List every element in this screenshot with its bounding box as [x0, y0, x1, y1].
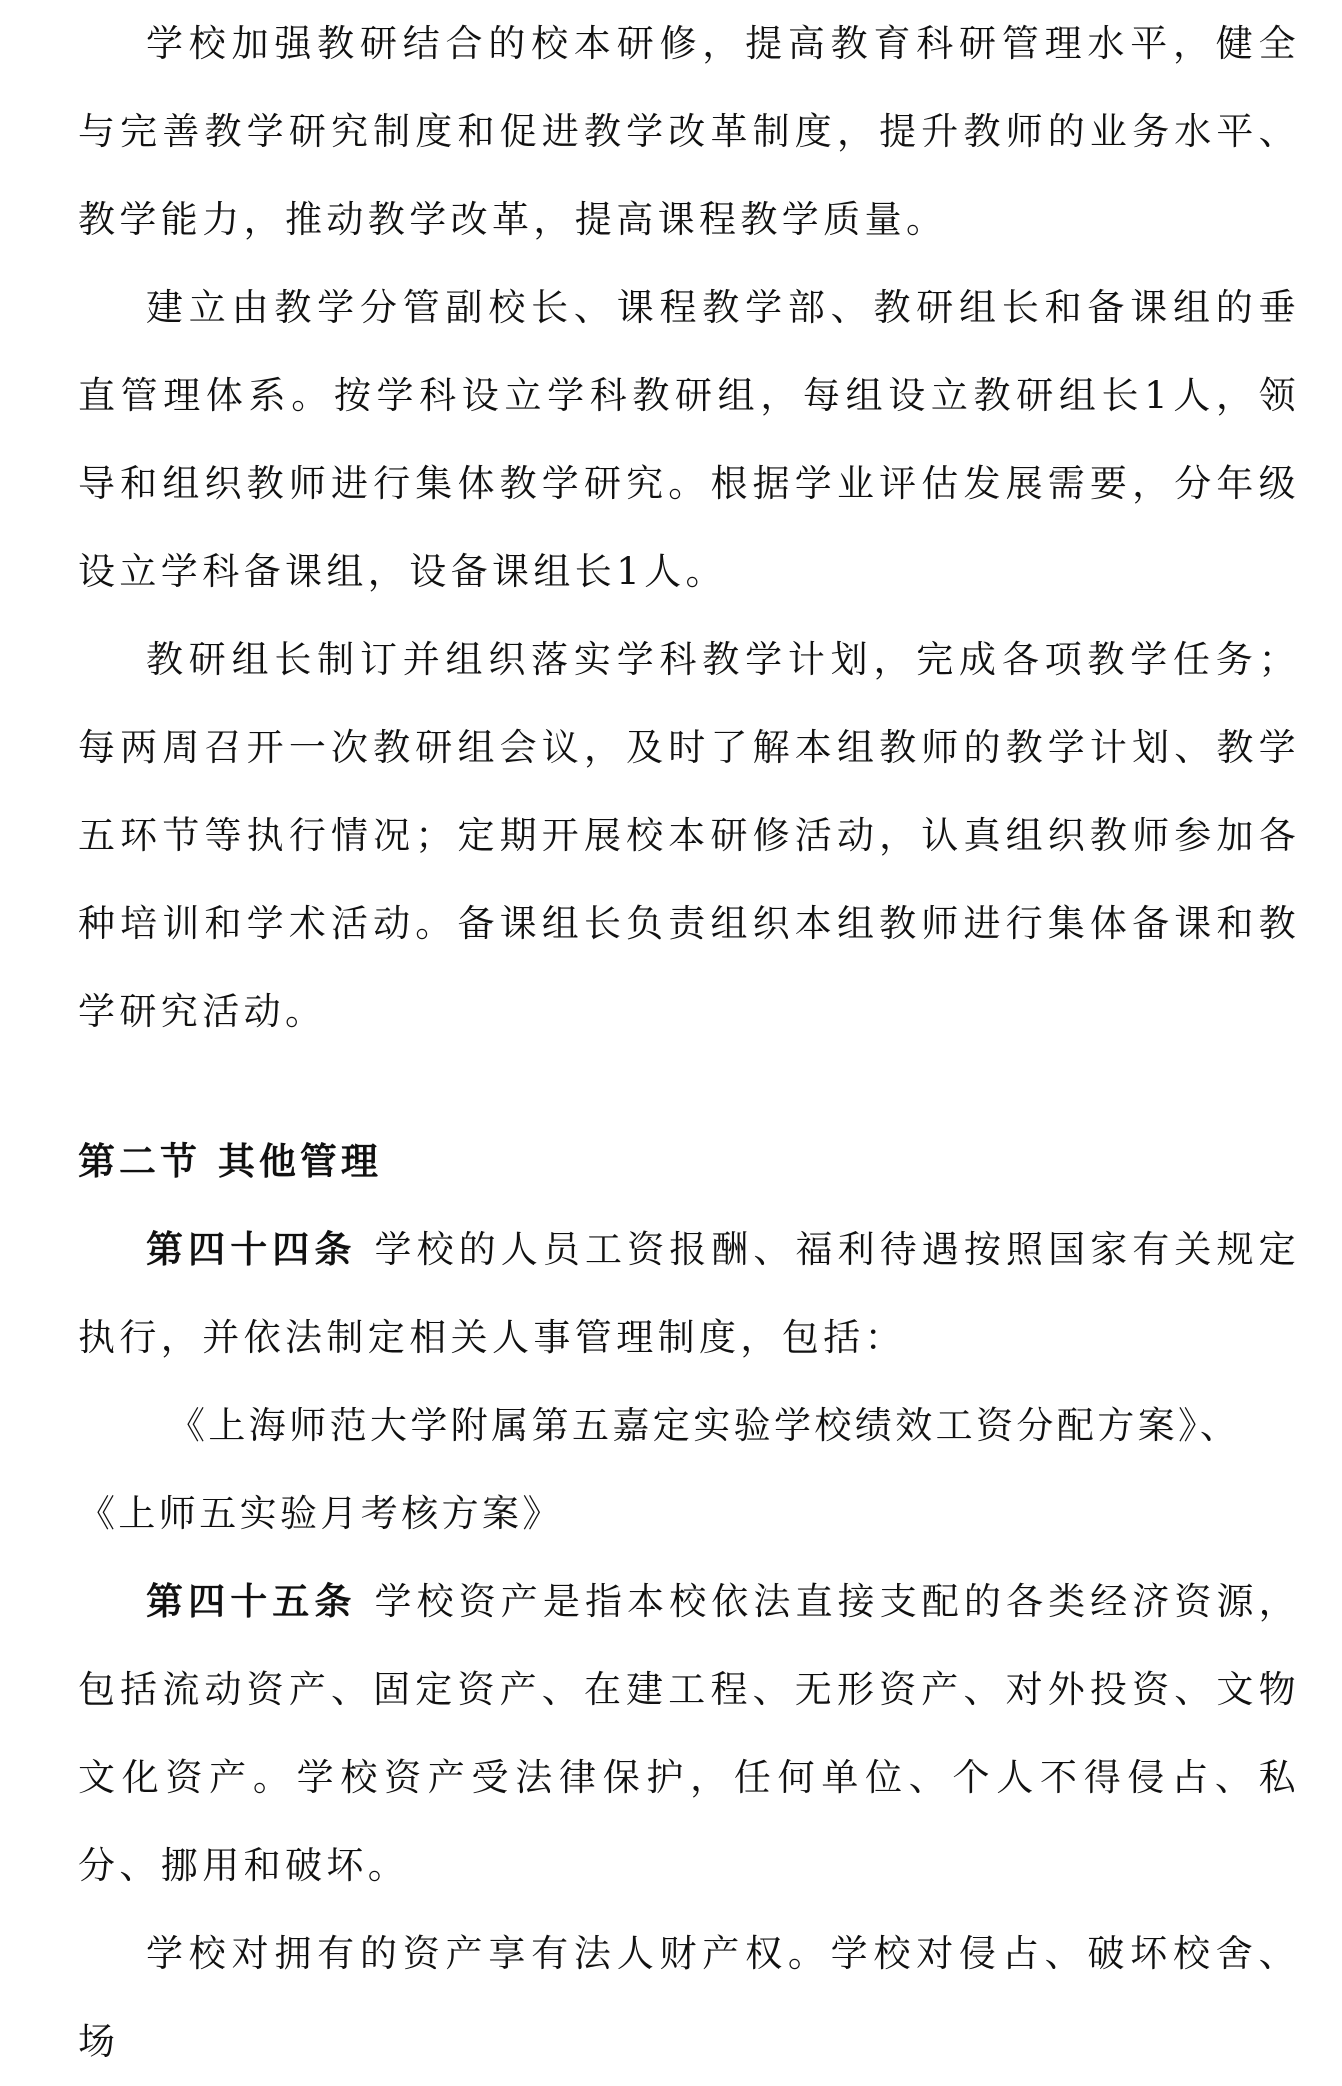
paragraph-property-rights: 学校对拥有的资产享有法人财产权。学校对侵占、破坏校舍、场 [78, 1932, 1300, 2063]
document-title-assessment-plan: 《上师五实验月考核方案》 [78, 1492, 563, 1535]
article-44 [78, 1206, 1300, 1382]
article-44-text: 学校的人员工资报酬、福利待遇按照国家有关规定执行，并依法制定相关人事管理制度，包括： [78, 1228, 1300, 1359]
article-44-label: 第四十四条 [146, 1228, 357, 1271]
article-45 [78, 1558, 1300, 1910]
article-44-documents [78, 1382, 1300, 1558]
document-title-salary-plan: 《上海师范大学附属第五嘉定实验学校绩效工资分配方案》、 [168, 1404, 1241, 1447]
paragraph-management-system: 建立由教学分管副校长、课程教学部、教研组长和备课组的垂直管理体系。按学科设立学科教研组，每组设立教研组长1人，领导和组织教师进行集体教学研究。根据学业评估发展需要，分年级设立学科备课组，设备课组长1人。 [78, 286, 1300, 593]
paragraph-teaching-research: 学校加强教研结合的校本研修，提高教育科研管理水平，健全与完善教学研究制度和促进教学改革制度，提升教师的业务水平、教学能力，推动教学改革，提高课程教学质量。 [78, 22, 1300, 241]
section-heading: 第二节 其他管理 [78, 1140, 382, 1183]
paragraph-group-leader-duties: 教研组长制订并组织落实学科教学计划，完成各项教学任务；每两周召开一次教研组会议，及时了解本组教师的教学计划、教学五环节等执行情况；定期开展校本研修活动，认真组织教师参加各种培训和学术活动。备课组长负责组织本组教师进行集体备课和教学研究活动。 [78, 638, 1300, 1033]
article-45-text: 学校资产是指本校依法直接支配的各类经济资源，包括流动资产、固定资产、在建工程、无形资产、对外投资、文物文化资产。学校资产受法律保护，任何单位、个人不得侵占、私分、挪用和破坏。 [78, 1580, 1300, 1887]
article-45-label: 第四十五条 [146, 1580, 357, 1623]
